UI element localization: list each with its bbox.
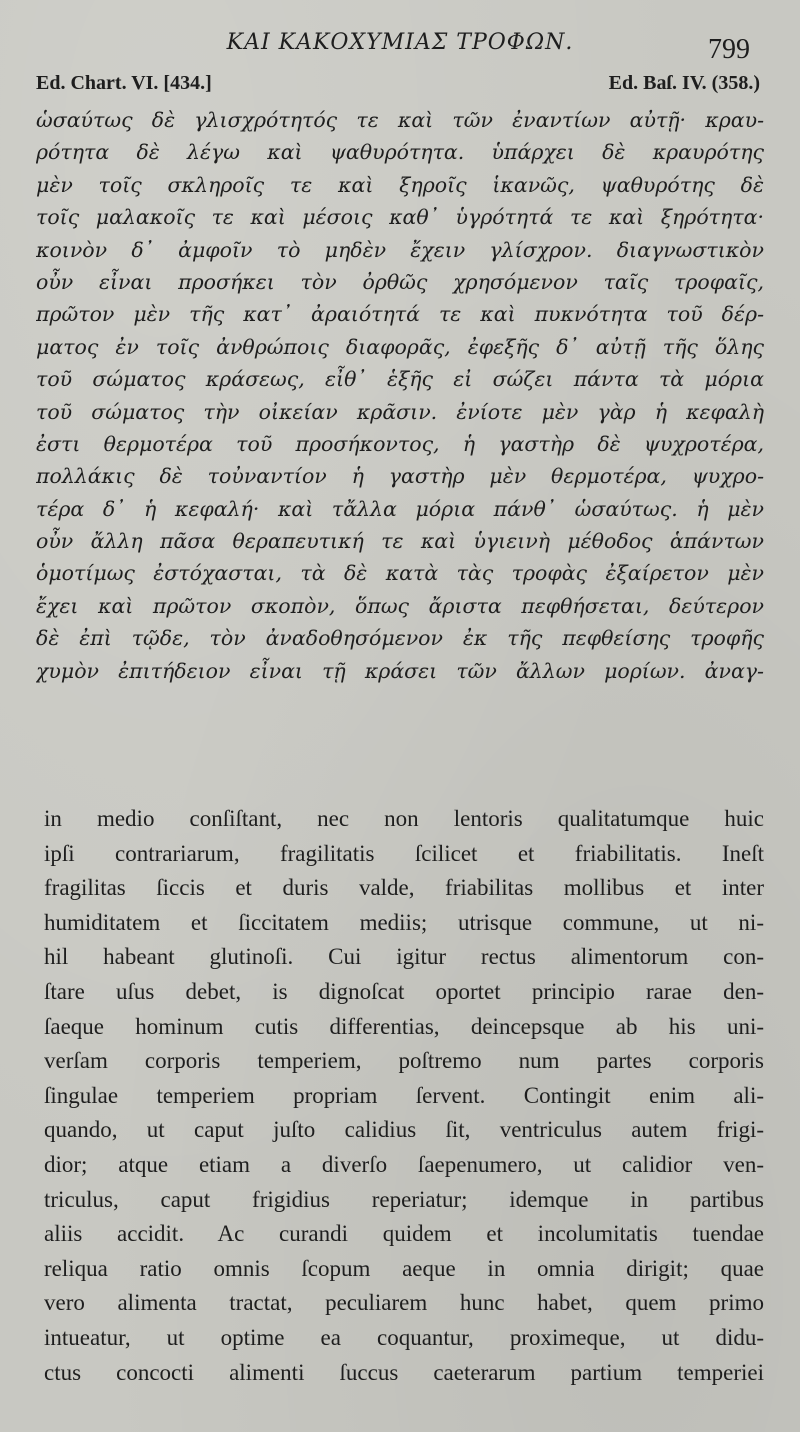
greek-line: οὖν ἄλλη πᾶσα θεραπευτική τε καὶ ὑγιεινὴ μέθοδος ἁπάντων	[36, 529, 764, 554]
greek-line: οὖν εἶναι προσήκει τὸν ὀρθῶς χρησόμενον ταῖς τροφαῖς,	[36, 269, 764, 294]
greek-line: πρῶτον μὲν τῆς κατ᾽ ἀραιότητά τε καὶ πυκνότητα τοῦ δέρ-	[36, 302, 764, 327]
greek-line: χυμὸν ἐπιτήδειον εἶναι τῇ κράσει τῶν ἄλλων μορίων. ἀναγ-	[36, 658, 764, 683]
greek-line: τέρα δ᾽ ἡ κεφαλή· καὶ τἄλλα μόρια πάνθ᾽ ὡσαύτως. ἡ μὲν	[36, 496, 764, 521]
latin-line: aliis accidit. Ac curandi quidem et incolumitatis tuendae	[44, 1221, 764, 1247]
latin-line: ſingulae temperiem propriam ſervent. Contingit enim ali-	[44, 1082, 764, 1108]
greek-line: τοῖς μαλακοῖς τε καὶ μέσοις καθ᾽ ὑγρότητά τε καὶ ξηρότητα·	[36, 205, 764, 230]
running-title: ΚΑΙ ΚΑΚΟΧΥΜΙΑΣ ΤΡΟΦΩΝ.	[226, 30, 574, 55]
latin-line: reliqua ratio omnis ſcopum aeque in omnia dirigit; quae	[44, 1255, 764, 1281]
edition-basel-ref: Ed. Baſ. IV. (358.)	[608, 72, 760, 94]
latin-line: humiditatem et ſiccitatem mediis; utrisque commune, ut ni-	[44, 909, 764, 935]
latin-line: in medio conſiſtant, nec non lentoris qualitatumque huic	[44, 806, 764, 831]
page-number: 799	[708, 34, 750, 65]
greek-line: δὲ ἐπὶ τῷδε, τὸν ἀναδοθησόμενον ἐκ τῆς πεφθείσης τροφῆς	[36, 626, 764, 651]
latin-text-block	[44, 802, 764, 1390]
greek-line: κοινὸν δ᾽ ἀμφοῖν τὸ μηδὲν ἔχειν γλίσχρον. διαγνωστικὸν	[36, 237, 764, 262]
latin-line: quando, ut caput juſto calidius ſit, ventriculus autem frigi-	[44, 1117, 764, 1143]
latin-line: triculus, caput frigidius reperiatur; idemque in partibus	[44, 1186, 764, 1212]
latin-line: fragilitas ſiccis et duris valde, friabilitas mollibus et inter	[44, 875, 764, 901]
latin-line: verſam corporis temperiem, poſtremo num partes corporis	[44, 1048, 764, 1074]
greek-line: ρότητα δὲ λέγω καὶ ψαθυρότητα. ὑπάρχει δὲ κραυρότης	[36, 140, 764, 165]
latin-line: ctus concocti alimenti ſuccus caeterarum partium temperiei	[44, 1359, 764, 1385]
greek-line: πολλάκις δὲ τοὐναντίον ἡ γαστὴρ μὲν θερμοτέρα, ψυχρο-	[36, 464, 764, 489]
latin-line: ipſi contrariarum, fragilitatis ſcilicet et friabilitatis. Ineſt	[44, 840, 764, 866]
greek-line: ἐστι θερμοτέρα τοῦ προσήκοντος, ἡ γαστὴρ δὲ ψυχροτέρα,	[36, 431, 764, 456]
edition-chartier-ref: Ed. Chart. VI. [434.]	[36, 72, 212, 94]
greek-line: τοῦ σώματος τὴν οἰκείαν κρᾶσιν. ἐνίοτε μὲν γὰρ ἡ κεφαλὴ	[36, 399, 764, 424]
latin-line: ſaeque hominum cutis differentias, deincepsque ab his uni-	[44, 1013, 764, 1039]
greek-line: μὲν τοῖς σκληροῖς τε καὶ ξηροῖς ἱκανῶς, ψαθυρότης δὲ	[36, 172, 764, 197]
latin-line: vero alimenta tractat, peculiarem hunc habet, quem primo	[44, 1290, 764, 1316]
latin-line: ſtare uſus debet, is dignoſcat oportet principio rarae den-	[44, 978, 764, 1004]
latin-line: hil habeant glutinoſi. Cui igitur rectus alimentorum con-	[44, 944, 764, 970]
greek-text-block	[36, 104, 764, 687]
greek-line: τοῦ σώματος κράσεως, εἶθ᾽ ἑξῆς εἰ σώζει πάντα τὰ μόρια	[36, 367, 764, 392]
latin-line: intueatur, ut optime ea coquantur, proximeque, ut didu-	[44, 1324, 764, 1350]
greek-line: ἔχει καὶ πρῶτον σκοπὸν, ὅπως ἄριστα πεφθήσεται, δεύτερον	[36, 593, 764, 618]
edition-reference-line	[36, 72, 760, 102]
latin-line: dior; atque etiam a diverſo ſaepenumero, ut calidior ven-	[44, 1151, 764, 1177]
greek-line: ματος ἐν τοῖς ἀνθρώποις διαφορᾶς, ἐφεξῆς δ᾽ αὐτῇ τῆς ὅλης	[36, 334, 764, 359]
greek-line: ὁμοτίμως ἐστόχασται, τὰ δὲ κατὰ τὰς τροφὰς ἐξαίρετον μὲν	[36, 561, 764, 586]
greek-line: ὡσαύτως δὲ γλισχρότητός τε καὶ τῶν ἐναντίων αὐτῇ· κραυ-	[36, 108, 764, 132]
